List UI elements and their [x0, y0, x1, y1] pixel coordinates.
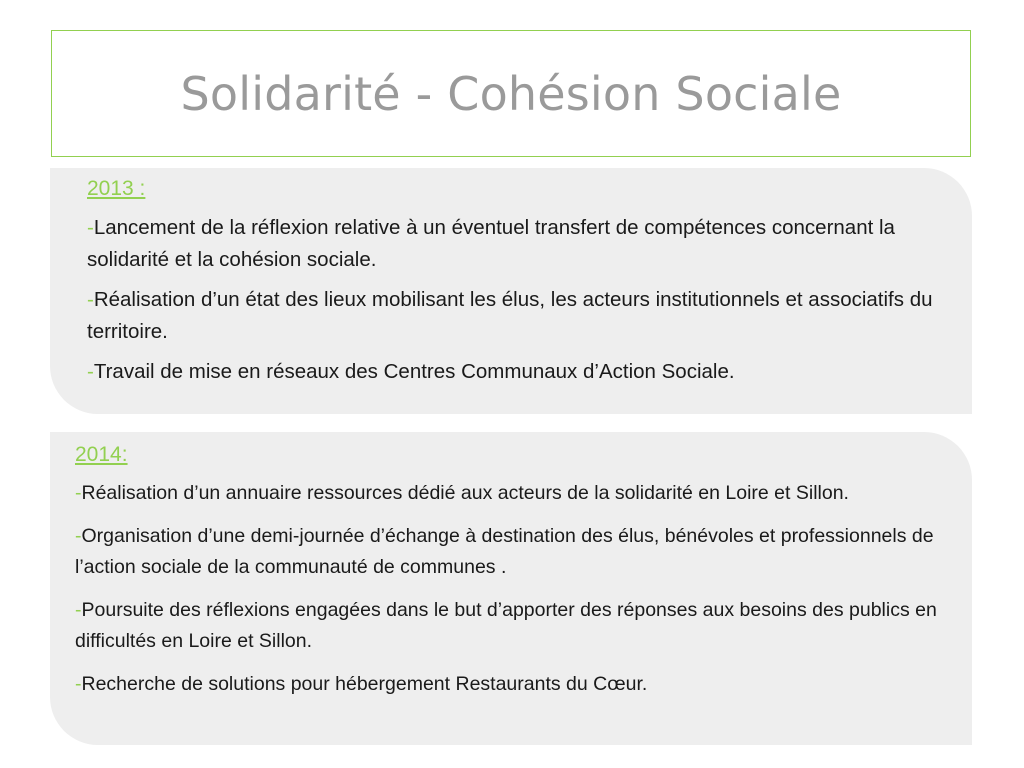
list-item-text: Réalisation d’un annuaire ressources dédié aux acteurs de la solidarité en Loire et Sillon. — [81, 482, 849, 504]
bullet-dash: - — [75, 673, 82, 695]
section-year-heading: 2014: — [75, 443, 128, 466]
bullet-dash: - — [75, 599, 82, 621]
section-year-heading: 2013 : — [87, 177, 146, 200]
list-item-text: Recherche de solutions pour hébergement Restaurants du Cœur. — [81, 673, 648, 695]
list-item-text: Travail de mise en réseaux des Centres Communaux d’Action Sociale. — [93, 360, 735, 383]
list-item — [75, 669, 952, 700]
list-item-text: Lancement de la réflexion relative à un éventuel transfert de compétences concernant la solidarité et la cohésion sociale. — [87, 216, 895, 271]
title-box — [51, 30, 971, 157]
bullet-dash: - — [87, 360, 94, 383]
section-2013-panel — [50, 168, 972, 414]
bullet-dash: - — [87, 216, 94, 239]
list-item — [75, 478, 952, 509]
list-item-text: Poursuite des réflexions engagées dans le but d’apporter des réponses aux besoins des publics en difficultés en Loire et Sillon. — [75, 599, 937, 652]
list-item — [75, 595, 952, 657]
page-title: Solidarité - Cohésion Sociale — [180, 66, 842, 121]
list-item — [75, 521, 952, 583]
list-item — [87, 212, 958, 276]
list-item — [87, 284, 958, 348]
bullet-dash: - — [75, 525, 82, 547]
section-2014-panel — [50, 432, 972, 745]
bullet-dash: - — [87, 288, 94, 311]
bullet-dash: - — [75, 482, 82, 504]
list-item — [87, 356, 958, 388]
list-item-text: Organisation d’une demi-journée d’échange à destination des élus, bénévoles et professionnels de l’action sociale de la communauté de communes . — [75, 525, 934, 578]
list-item-text: Réalisation d’un état des lieux mobilisant les élus, les acteurs institutionnels et associatifs du territoire. — [87, 288, 933, 343]
